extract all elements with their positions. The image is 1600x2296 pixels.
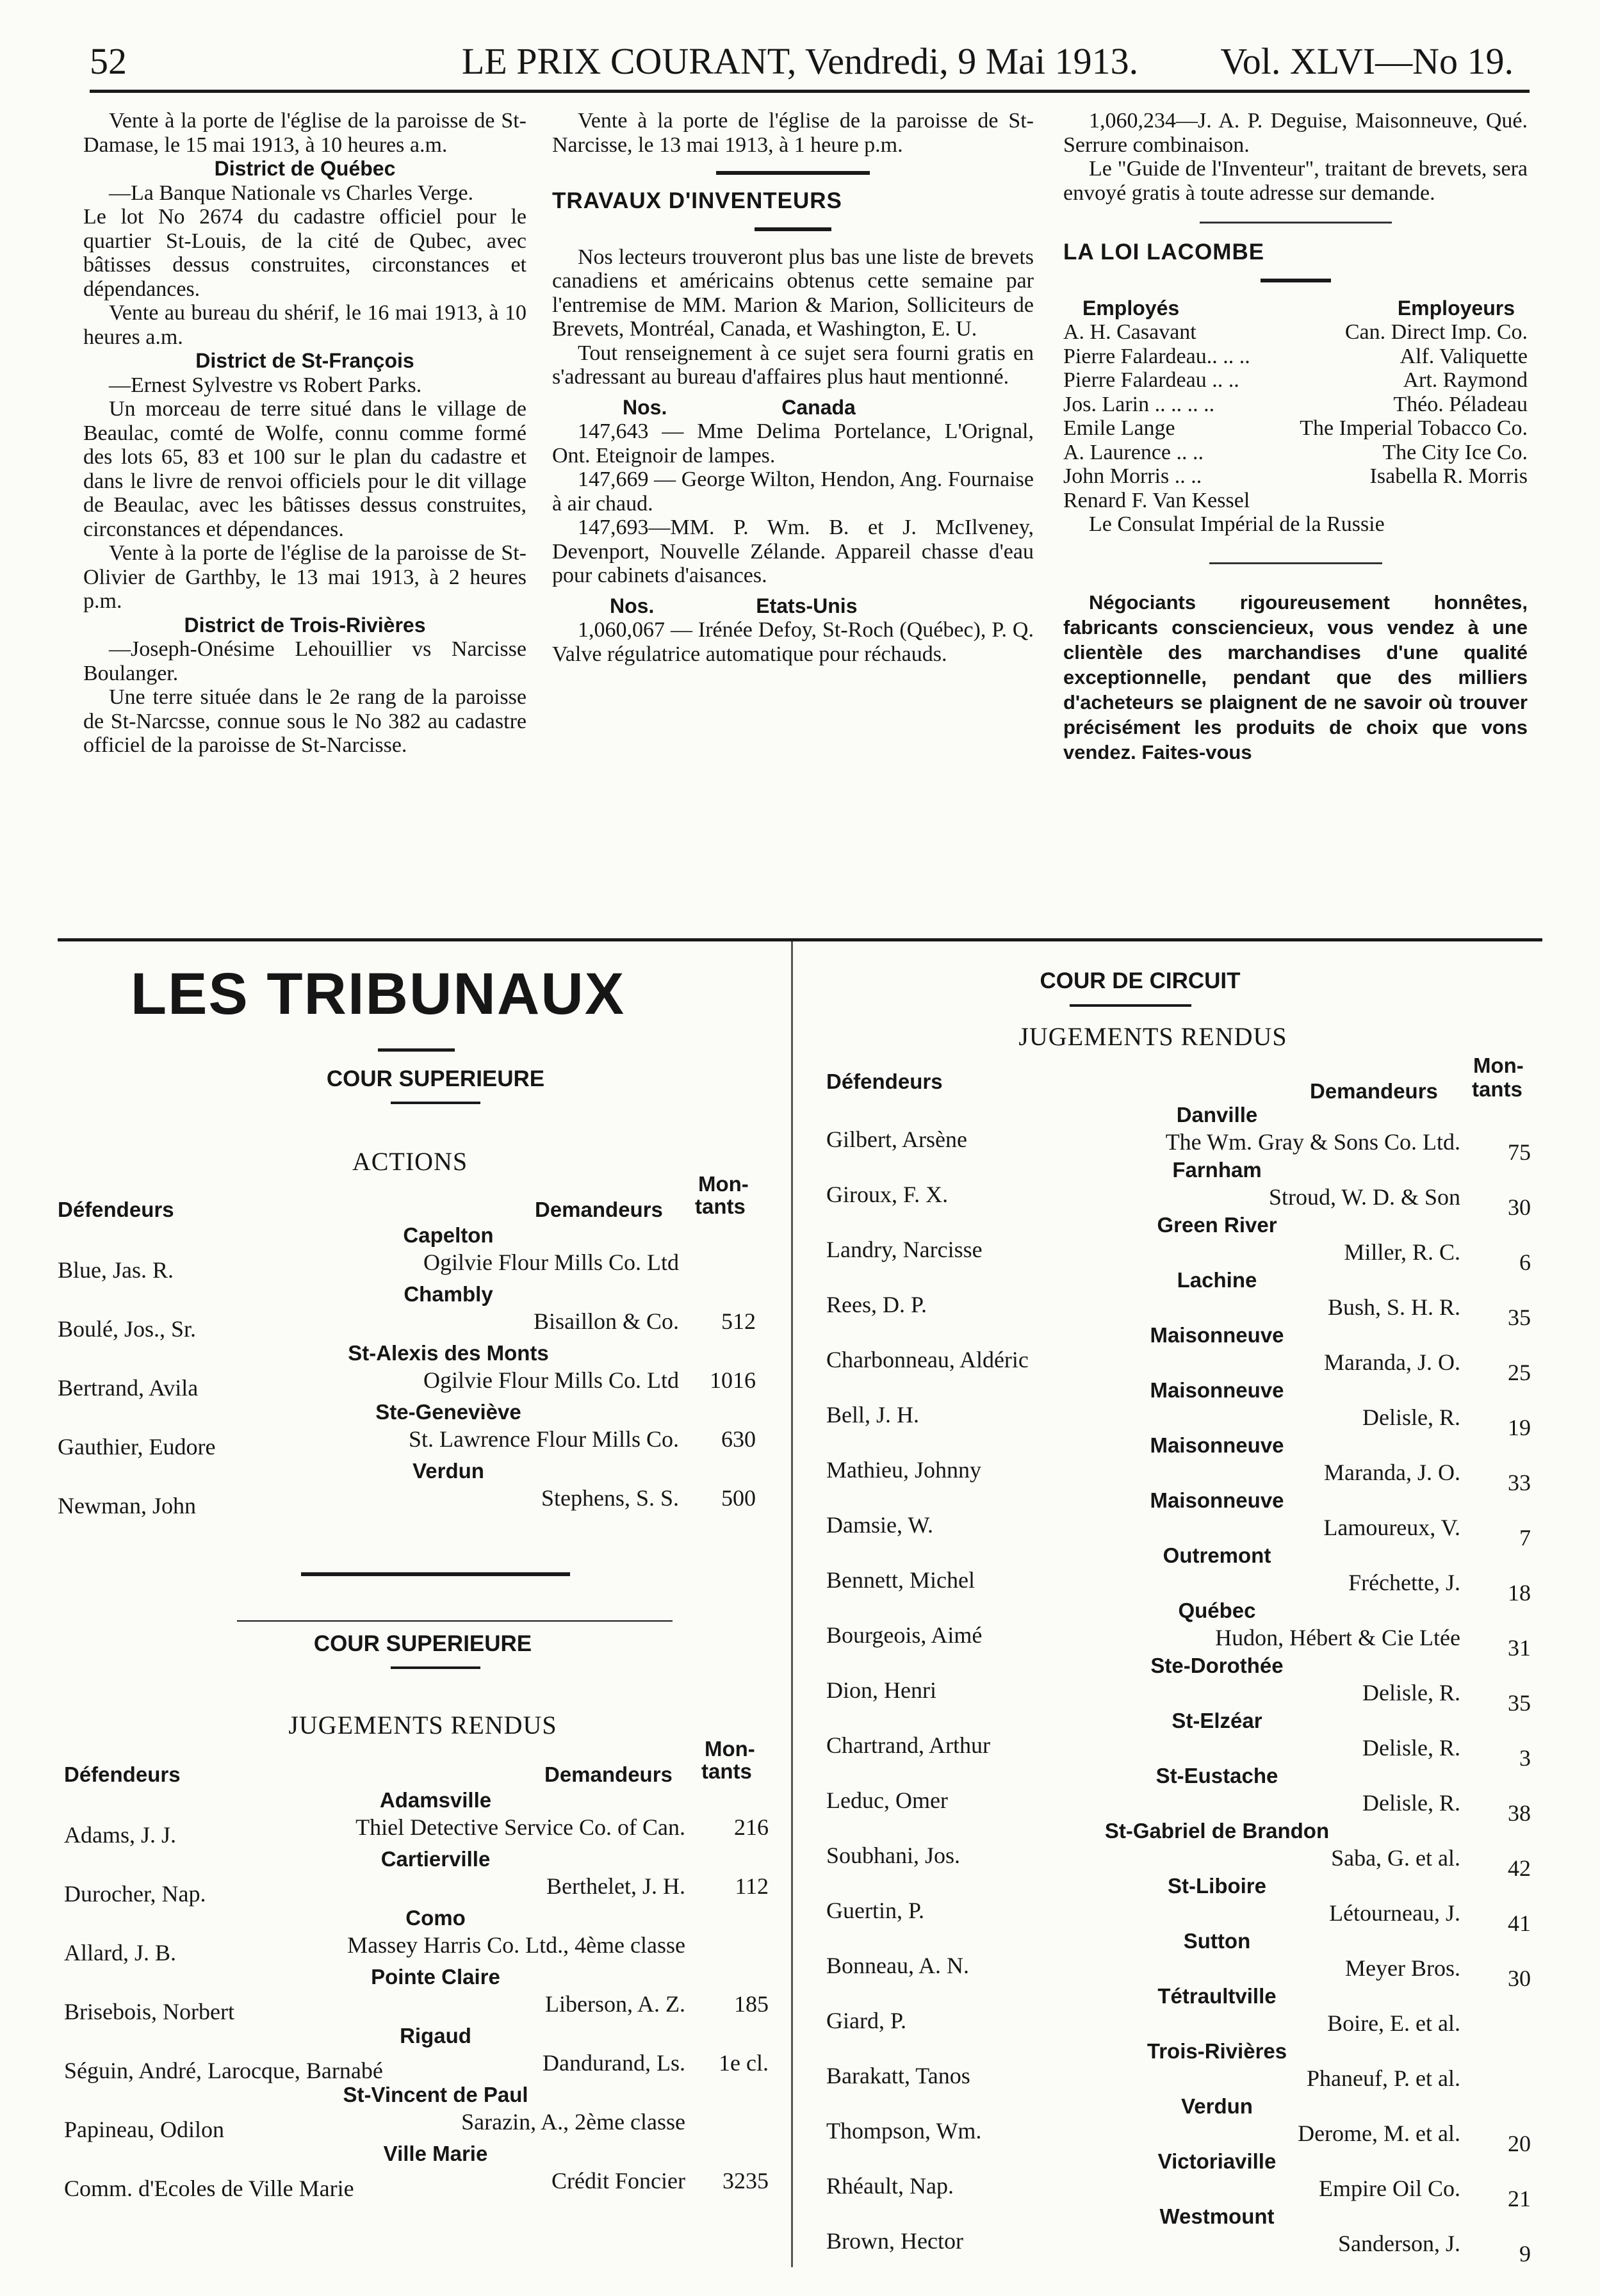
lacombe-row xyxy=(1063,489,1528,513)
separator xyxy=(1209,562,1382,564)
nos-label: Nos. xyxy=(610,594,655,617)
separator xyxy=(391,1102,480,1104)
defendant: Rhéault, Nap. xyxy=(826,2173,954,2199)
section-subheading: JUGEMENTS RENDUS xyxy=(1018,1022,1287,1051)
employees-header xyxy=(1063,297,1528,321)
amount: 630 xyxy=(721,1426,756,1452)
plaintiff: Sanderson, J. xyxy=(1338,2231,1460,2256)
amount: 112 xyxy=(735,1873,769,1899)
amount: 18 xyxy=(1508,1580,1531,1606)
defendant: Séguin, André, Larocque, Barnabé xyxy=(64,2058,383,2083)
defendant: Bertrand, Avila xyxy=(58,1375,199,1401)
place-name: Ste-Dorothée xyxy=(1150,1654,1284,1677)
column-header-defendeurs: Défendeurs xyxy=(64,1763,181,1786)
plaintiff: Ogilvie Flour Mills Co. Ltd xyxy=(423,1367,679,1393)
place-name: Pointe Claire xyxy=(371,1965,500,1989)
place-name: Rigaud xyxy=(400,2024,471,2048)
amount: 3 xyxy=(1519,1745,1531,1771)
plaintiff: Fréchette, J. xyxy=(1348,1570,1460,1595)
advertisement: Négociants rigoureusement honnêtes, fabricants consciencieux, vous vendez à une clientèle des marchandises d'une qualité exceptionnelle, pendant que des milliers d'acheteurs se plaignent de ne savoir où trouver précisément les produits de choix que vons vendez. Faites-vous xyxy=(1063,590,1528,763)
defendant: Newman, John xyxy=(58,1493,196,1518)
place-name: Capelton xyxy=(403,1223,494,1247)
paragraph: Le Consulat Impérial de la Russie xyxy=(1089,512,1385,536)
paragraph: —Joseph-Onésime Lehouillier vs Narcisse Boulanger. xyxy=(83,637,527,685)
defendant: Dion, Henri xyxy=(826,1677,936,1703)
lacombe-row xyxy=(1063,441,1528,465)
plaintiff: Delisle, R. xyxy=(1362,1790,1460,1816)
amount: 216 xyxy=(734,1814,769,1840)
place-name: Ville Marie xyxy=(383,2142,488,2165)
defendant: Gilbert, Arsène xyxy=(826,1127,967,1152)
paragraph: Tout renseignement à ce sujet sera fourni gratis en s'adressant au bureau d'affaires plus haut mentionné. xyxy=(552,341,1034,389)
patent-entry: 1,060,234—J. A. P. Deguise, Maisonneuve, Qué. Serrure combinaison. xyxy=(1063,109,1528,157)
plaintiff: Maranda, J. O. xyxy=(1324,1460,1460,1485)
employer-name: The Imperial Tobacco Co. xyxy=(1300,416,1528,440)
defendant: Landry, Narcisse xyxy=(826,1237,983,1262)
separator xyxy=(1200,222,1392,224)
plaintiff: Liberson, A. Z. xyxy=(545,1991,685,2017)
paragraph: Le lot No 2674 du cadastre officiel pour le quartier St-Louis, de la cité de Qubec, avec bâtisses dessus construites, circonstances et dépendances. xyxy=(83,205,527,301)
plaintiff: Bisaillon & Co. xyxy=(533,1308,679,1334)
column-header-demandeurs: Demandeurs xyxy=(535,1198,663,1221)
place-name: Lachine xyxy=(1177,1268,1257,1292)
plaintiff: Miller, R. C. xyxy=(1344,1239,1460,1265)
defendant: Brisebois, Norbert xyxy=(64,1999,234,2024)
plaintiff: Berthelet, J. H. xyxy=(546,1873,685,1899)
separator xyxy=(391,1666,480,1669)
defendant: Blue, Jas. R. xyxy=(58,1257,174,1283)
employee-name: A. H. Casavant xyxy=(1063,320,1196,344)
plaintiff: Phaneuf, P. et al. xyxy=(1307,2065,1460,2091)
employer-name: Art. Raymond xyxy=(1403,368,1528,392)
place-name: Trois-Rivières xyxy=(1147,2039,1287,2063)
paragraph: —Ernest Sylvestre vs Robert Parks. xyxy=(109,373,422,397)
header-rule xyxy=(90,90,1530,93)
amount: 35 xyxy=(1508,1305,1531,1330)
defendant: Gauthier, Eudore xyxy=(58,1434,216,1460)
amount: 38 xyxy=(1508,1800,1531,1826)
page-number: 52 xyxy=(90,40,127,82)
section-subheading: ACTIONS xyxy=(352,1147,468,1176)
plaintiff: Stroud, W. D. & Son xyxy=(1268,1184,1460,1210)
column-2 xyxy=(552,109,1034,666)
section-heading: LA LOI LACOMBE xyxy=(1063,240,1265,265)
lacombe-list xyxy=(1063,320,1528,512)
place-name: Maisonneuve xyxy=(1150,1323,1284,1347)
patent-subheading xyxy=(552,396,1034,420)
patent-entry: 147,693—MM. P. Wm. B. et J. McIlveney, Devenport, Nouvelle Zélande. Appareil chasse d'eau pour cabinets d'aisances. xyxy=(552,516,1034,587)
defendant: Charbonneau, Aldéric xyxy=(826,1347,1029,1372)
lacombe-row xyxy=(1063,345,1528,369)
plaintiff: Maranda, J. O. xyxy=(1324,1349,1460,1375)
employee-name: Renard F. Van Kessel xyxy=(1063,488,1250,512)
paragraph: Vente à la porte de l'église de la paroisse de St-Olivier de Garthby, le 13 mai 1913, à 2 heures p.m. xyxy=(83,541,527,613)
plaintiff: Thiel Detective Service Co. of Can. xyxy=(355,1814,685,1840)
amount: 185 xyxy=(734,1991,769,2017)
lacombe-row xyxy=(1063,320,1528,345)
place-name: St-Alexis des Monts xyxy=(348,1341,549,1365)
lacombe-row xyxy=(1063,393,1528,417)
defendant: Giroux, F. X. xyxy=(826,1182,949,1207)
column-header-montants: tants xyxy=(701,1759,752,1783)
nos-label: Nos. xyxy=(623,395,667,419)
country-label: Etats-Unis xyxy=(756,594,858,617)
section-heading: COUR SUPERIEURE xyxy=(313,1631,532,1656)
place-name: Como xyxy=(405,1906,466,1930)
plaintiff: St. Lawrence Flour Mills Co. xyxy=(409,1426,679,1452)
column-header-defendeurs: Défendeurs xyxy=(58,1198,174,1221)
plaintiff: Lamoureux, V. xyxy=(1323,1515,1460,1540)
amount: 75 xyxy=(1508,1139,1531,1165)
defendant: Boulé, Jos., Sr. xyxy=(58,1316,197,1342)
place-name: Maisonneuve xyxy=(1150,1378,1284,1402)
employee-name: A. Laurence .. .. xyxy=(1063,440,1204,464)
column-header-montants: Mon- xyxy=(705,1737,755,1761)
amount: 33 xyxy=(1508,1470,1531,1495)
place-name: St-Liboire xyxy=(1168,1874,1266,1898)
plaintiff: Delisle, R. xyxy=(1362,1404,1460,1430)
plaintiff: Bush, S. H. R. xyxy=(1327,1294,1460,1320)
place-name: St-Gabriel de Brandon xyxy=(1104,1819,1330,1843)
plaintiff: Stephens, S. S. xyxy=(541,1485,679,1511)
employer-name: Théo. Péladeau xyxy=(1393,392,1528,416)
defendant: Giard, P. xyxy=(826,2008,906,2033)
separator xyxy=(378,1048,455,1052)
column-header-montants: tants xyxy=(1472,1077,1522,1101)
paragraph: Vente au bureau du shérif, le 16 mai 1913, à 10 heures a.m. xyxy=(83,301,527,349)
amount: 21 xyxy=(1508,2186,1531,2211)
separator xyxy=(301,1572,570,1576)
amount: 1e cl. xyxy=(719,2050,769,2076)
plaintiff: Ogilvie Flour Mills Co. Ltd xyxy=(423,1250,679,1275)
place-name: Farnham xyxy=(1172,1158,1262,1182)
lacombe-row xyxy=(1063,416,1528,441)
plaintiff: Derome, M. et al. xyxy=(1298,2121,1460,2146)
district-heading: District de Québec xyxy=(214,157,396,180)
column-1 xyxy=(83,109,527,758)
separator xyxy=(716,171,870,175)
place-name: St-Vincent de Paul xyxy=(343,2083,528,2106)
employee-name: Emile Lange xyxy=(1063,416,1175,440)
plaintiff: Massey Harris Co. Ltd., 4ème classe xyxy=(347,1932,685,1958)
section-heading: TRAVAUX D'INVENTEURS xyxy=(552,188,842,213)
column-3 xyxy=(1063,109,1528,765)
amount: 6 xyxy=(1519,1250,1531,1275)
plaintiff: Sarazin, A., 2ème classe xyxy=(461,2109,685,2135)
defendant: Comm. d'Ecoles de Ville Marie xyxy=(64,2176,354,2201)
plaintiff: Delisle, R. xyxy=(1362,1680,1460,1706)
place-name: Adamsville xyxy=(379,1788,492,1812)
column-header-montants: Mon- xyxy=(1473,1054,1524,1077)
volume-number: Vol. XLVI—No 19. xyxy=(1220,40,1514,82)
defendant: Leduc, Omer xyxy=(826,1787,948,1813)
amount: 42 xyxy=(1508,1855,1531,1881)
defendant: Adams, J. J. xyxy=(64,1822,177,1848)
place-name: Green River xyxy=(1157,1213,1277,1237)
amount: 35 xyxy=(1508,1690,1531,1716)
employees-label: Employés xyxy=(1082,296,1180,320)
separator xyxy=(755,227,831,231)
defendant: Bourgeois, Aimé xyxy=(826,1622,983,1648)
amount: 1016 xyxy=(710,1367,756,1393)
column-rule xyxy=(791,941,793,2267)
paragraph: Vente à la porte de l'église de la paroisse de St-Narcisse, le 13 mai 1913, à 1 heure p.m. xyxy=(552,109,1034,157)
plaintiff: Crédit Foncier xyxy=(551,2168,685,2194)
place-name: Chambly xyxy=(404,1282,493,1306)
defendant: Soubhani, Jos. xyxy=(826,1843,961,1868)
patent-entry: 1,060,067 — Irénée Defoy, St-Roch (Québec), P. Q. Valve régulatrice automatique pour réchauds. xyxy=(552,618,1034,666)
column-header-defendeurs: Défendeurs xyxy=(826,1070,943,1093)
defendant: Bennett, Michel xyxy=(826,1567,975,1593)
place-name: Ste-Geneviève xyxy=(375,1400,521,1424)
defendant: Papineau, Odilon xyxy=(64,2117,224,2142)
plaintiff: Hudon, Hébert & Cie Ltée xyxy=(1215,1625,1460,1650)
employer-name: Alf. Valiquette xyxy=(1400,344,1528,368)
place-name: Outremont xyxy=(1163,1543,1271,1567)
defendant: Brown, Hector xyxy=(826,2228,963,2254)
amount: 31 xyxy=(1508,1635,1531,1661)
plaintiff: The Wm. Gray & Sons Co. Ltd. xyxy=(1165,1129,1460,1155)
district-heading: District de St-François xyxy=(195,349,414,372)
plaintiff: Létourneau, J. xyxy=(1329,1900,1460,1926)
defendant: Barakatt, Tanos xyxy=(826,2063,970,2088)
plaintiff: Delisle, R. xyxy=(1362,1735,1460,1761)
employer-name: Isabella R. Morris xyxy=(1369,464,1528,488)
section-subheading: JUGEMENTS RENDUS xyxy=(288,1711,557,1739)
amount: 30 xyxy=(1508,1966,1531,1991)
column-header-montants: Mon- xyxy=(698,1172,749,1196)
amount: 20 xyxy=(1508,2131,1531,2156)
place-name: Québec xyxy=(1178,1599,1256,1622)
paragraph: Vente à la porte de l'église de la paroisse de St-Damase, le 15 mai 1913, à 10 heures a.m. xyxy=(83,109,527,157)
amount: 9 xyxy=(1519,2241,1531,2267)
defendant: Rees, D. P. xyxy=(826,1292,927,1317)
lacombe-row xyxy=(1063,368,1528,393)
section-heading: COUR DE CIRCUIT xyxy=(1040,968,1241,993)
place-name: St-Elzéar xyxy=(1171,1709,1262,1732)
place-name: Danville xyxy=(1176,1103,1258,1127)
employers-label: Employeurs xyxy=(1397,296,1515,320)
defendant: Durocher, Nap. xyxy=(64,1881,206,1907)
column-header-montants: tants xyxy=(695,1194,746,1218)
place-name: Maisonneuve xyxy=(1150,1433,1284,1457)
patent-entry: 147,643 — Mme Delima Portelance, L'Orignal, Ont. Eteignoir de lampes. xyxy=(552,419,1034,468)
country-label: Canada xyxy=(781,395,856,419)
defendant: Mathieu, Johnny xyxy=(826,1457,981,1483)
patent-subheading xyxy=(552,594,1034,619)
lacombe-row xyxy=(1063,464,1528,489)
amount: 30 xyxy=(1508,1194,1531,1220)
amount: 500 xyxy=(721,1485,756,1511)
amount: 3235 xyxy=(722,2168,769,2194)
plaintiff: Meyer Bros. xyxy=(1345,1955,1460,1981)
section-heading: COUR SUPERIEURE xyxy=(326,1066,545,1091)
plaintiff: Dandurand, Ls. xyxy=(543,2050,685,2076)
employer-name: Can. Direct Imp. Co. xyxy=(1344,320,1528,344)
employee-name: Pierre Falardeau.. .. .. xyxy=(1063,344,1250,368)
plaintiff: Saba, G. et al. xyxy=(1331,1845,1460,1871)
tribunaux-title: LES TRIBUNAUX xyxy=(130,961,626,1027)
plaintiff: Empire Oil Co. xyxy=(1319,2176,1460,2201)
paragraph: Nos lecteurs trouveront plus bas une liste de brevets canadiens et américains obtenus cette semaine par l'entremise de MM. Marion & Marion, Solliciteurs de Brevets, Montréal, Canada, et Washington, E. U. xyxy=(552,245,1034,341)
defendant: Damsie, W. xyxy=(826,1512,933,1538)
page-header xyxy=(58,40,1542,85)
paragraph: Le "Guide de l'Inventeur", traitant de brevets, sera envoyé gratis à toute adresse sur demande. xyxy=(1063,157,1528,205)
paragraph: Un morceau de terre situé dans le village de Beaulac, comté de Wolfe, connu comme formé des lots 65, 83 et 100 sur le plan du cadastre et dans le livre de renvoi officiels pour le dit village de Beaulac, avec les bâtisses dessus construites, circonstances et dépendances. xyxy=(83,397,527,541)
defendant: Allard, J. B. xyxy=(64,1940,176,1966)
place-name: Victoriaville xyxy=(1157,2149,1277,2173)
paragraph: —La Banque Nationale vs Charles Verge. xyxy=(109,181,474,205)
district-heading: District de Trois-Rivières xyxy=(184,613,426,637)
plaintiff: Boire, E. et al. xyxy=(1327,2010,1460,2036)
employer-name: The City Ice Co. xyxy=(1382,440,1528,464)
column-header-demandeurs: Demandeurs xyxy=(544,1763,673,1786)
amount: 7 xyxy=(1519,1525,1531,1551)
employee-name: John Morris .. .. xyxy=(1063,464,1202,488)
defendant: Bell, J. H. xyxy=(826,1402,920,1428)
place-name: Maisonneuve xyxy=(1150,1488,1284,1512)
place-name: Cartierville xyxy=(380,1847,491,1871)
column-header-demandeurs: Demandeurs xyxy=(1310,1079,1438,1103)
amount: 512 xyxy=(721,1308,756,1334)
defendant: Chartrand, Arthur xyxy=(826,1732,990,1758)
separator xyxy=(1261,279,1331,282)
place-name: Sutton xyxy=(1183,1929,1251,1953)
amount: 25 xyxy=(1508,1360,1531,1385)
amount: 19 xyxy=(1508,1415,1531,1440)
place-name: Tétraultville xyxy=(1157,1984,1277,2008)
defendant: Guertin, P. xyxy=(826,1898,924,1923)
employee-name: Pierre Falardeau .. .. xyxy=(1063,368,1239,392)
place-name: St-Eustache xyxy=(1155,1764,1278,1787)
employee-name: Jos. Larin .. .. .. .. xyxy=(1063,392,1215,416)
section-rule xyxy=(58,938,1542,941)
paragraph: Une terre située dans le 2e rang de la paroisse de St-Narcsse, connue sous le No 382 au cadastre officiel de la paroisse de St-Narcisse. xyxy=(83,685,527,757)
place-name: Westmount xyxy=(1159,2204,1275,2228)
patent-entry: 147,669 — George Wilton, Hendon, Ang. Fournaise à air chaud. xyxy=(552,468,1034,516)
newspaper-title: LE PRIX COURANT, Vendredi, 9 Mai 1913. xyxy=(461,40,1139,82)
separator xyxy=(1070,1004,1191,1007)
amount: 41 xyxy=(1508,1910,1531,1936)
place-name: Verdun xyxy=(1181,2094,1253,2118)
defendant: Bonneau, A. N. xyxy=(826,1953,969,1978)
defendant: Thompson, Wm. xyxy=(826,2118,982,2144)
separator xyxy=(237,1620,673,1622)
place-name: Verdun xyxy=(412,1459,484,1483)
